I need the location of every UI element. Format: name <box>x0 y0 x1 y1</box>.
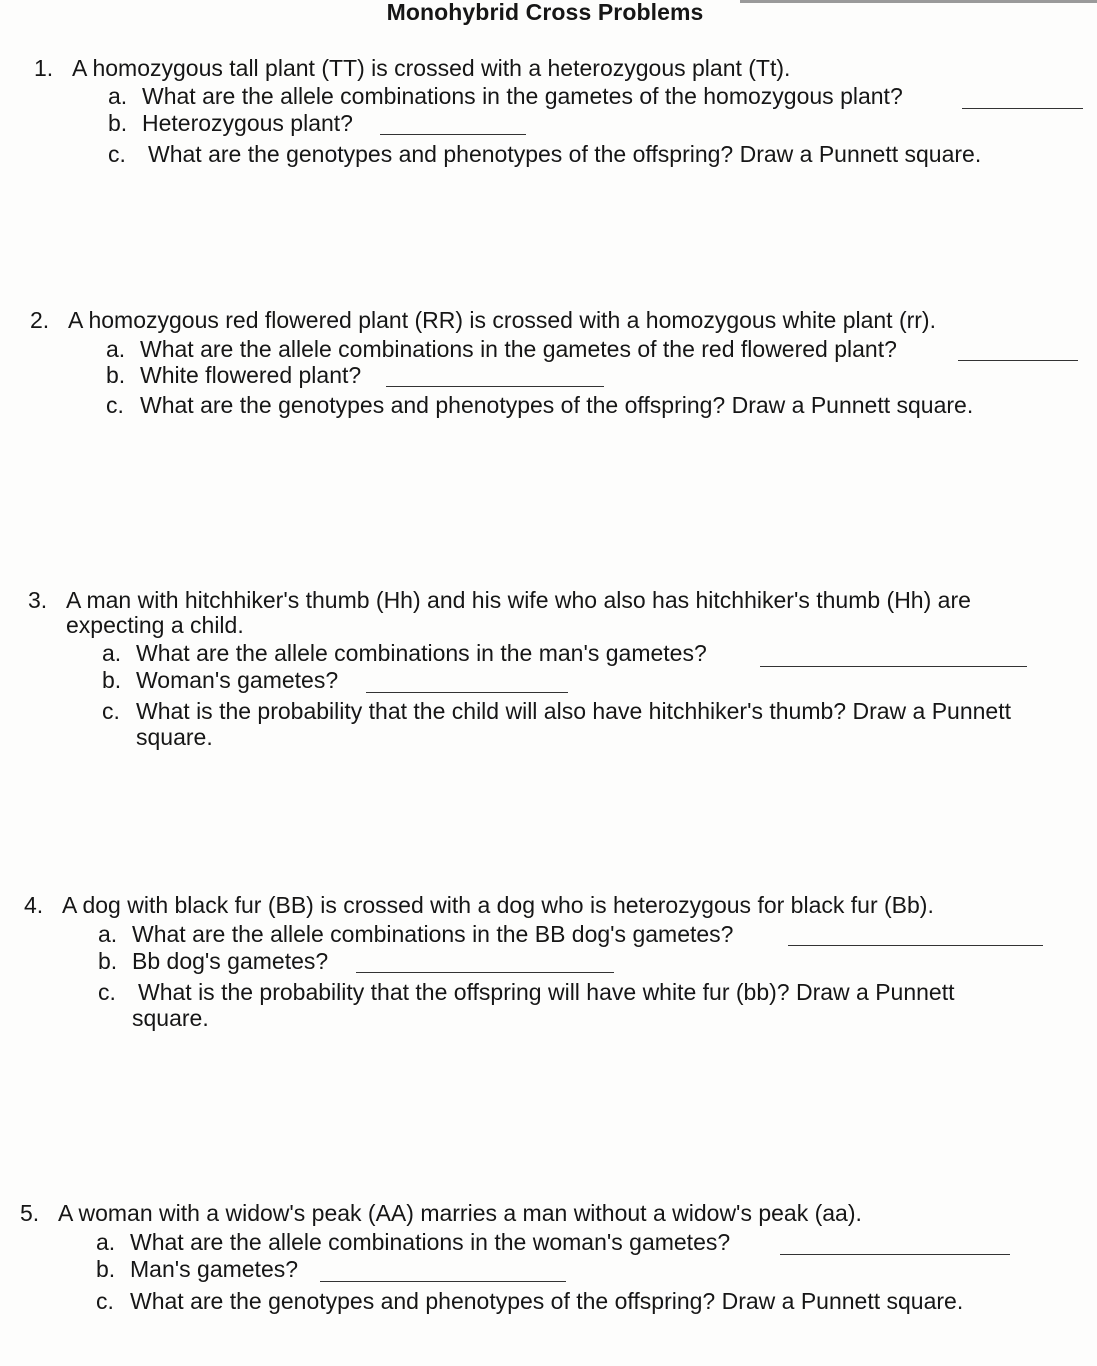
sub-question-text: Man's gametes? <box>130 1256 299 1282</box>
question-text: A dog with black fur (BB) is crossed with a dog who is heterozygous for black fur (Bb). <box>62 892 934 918</box>
problem-question <box>20 1200 862 1226</box>
sub-question-text: What are the allele combinations in the woman's gametes? <box>130 1229 731 1255</box>
answer-blank[interactable] <box>780 1236 1010 1255</box>
sub-question-b: b. Woman's gametes? <box>102 667 339 693</box>
sub-question-text: What is the probability that the offspring will have white fur (bb)? Draw a Punnett <box>138 979 955 1005</box>
sub-question-c: c. What are the genotypes and phenotypes of the offspring? Draw a Punnett square. <box>96 1288 964 1314</box>
sub-question-text: What are the genotypes and phenotypes of the offspring? Draw a Punnett square. <box>148 141 982 167</box>
problem-number: 3. <box>28 587 48 613</box>
sub-question-b: b. Bb dog's gametes? <box>98 948 329 974</box>
answer-blank[interactable] <box>962 90 1083 109</box>
problem-question <box>30 307 936 333</box>
sub-question-a: a. What are the allele combinations in the BB dog's gametes? <box>98 921 734 947</box>
sub-question-b: b. Man's gametes? <box>96 1256 299 1282</box>
sub-question-text-continued: square. <box>136 724 213 750</box>
answer-blank[interactable] <box>760 648 1027 667</box>
sub-question-text: What are the genotypes and phenotypes of the offspring? Draw a Punnett square. <box>140 392 974 418</box>
sub-question-c: c. What is the probability that the offspring will have white fur (bb)? Draw a Punnett <box>98 979 955 1005</box>
sub-question-a: a. What are the allele combinations in the woman's gametes? <box>96 1229 731 1255</box>
question-text: A homozygous tall plant (TT) is crossed with a heterozygous plant (Tt). <box>72 55 791 81</box>
sub-question-text: White flowered plant? <box>140 362 362 388</box>
answer-blank[interactable] <box>386 368 604 387</box>
problem-number: 2. <box>30 307 50 333</box>
answer-blank[interactable] <box>356 954 614 973</box>
question-text: A man with hitchhiker's thumb (Hh) and his wife who also has hitchhiker's thumb (Hh) are <box>66 587 971 613</box>
problem-question <box>24 892 934 918</box>
sub-question-text: What are the allele combinations in the man's gametes? <box>136 640 707 666</box>
sub-question-b: b. White flowered plant? <box>106 362 362 388</box>
problem-number: 1. <box>34 55 54 81</box>
sub-question-b: b. Heterozygous plant? <box>108 110 353 136</box>
sub-question-text-continued: square. <box>132 1005 209 1031</box>
problem-number: 4. <box>24 892 44 918</box>
answer-blank[interactable] <box>366 674 568 693</box>
sub-question-text: What are the genotypes and phenotypes of the offspring? Draw a Punnett square. <box>130 1288 964 1314</box>
sub-question-a: a. What are the allele combinations in the gametes of the homozygous plant? <box>108 83 903 109</box>
sub-question-c: c. What are the genotypes and phenotypes of the offspring? Draw a Punnett square. <box>108 141 982 167</box>
problem-question <box>34 55 790 81</box>
page-title: Monohybrid Cross Problems <box>386 0 704 25</box>
question-text: A woman with a widow's peak (AA) marries a man without a widow's peak (aa). <box>58 1200 862 1226</box>
answer-blank[interactable] <box>788 927 1043 946</box>
question-text-continued: expecting a child. <box>66 612 244 638</box>
sub-question-c: c. What are the genotypes and phenotypes of the offspring? Draw a Punnett square. <box>106 392 974 418</box>
sub-question-text: What are the allele combinations in the gametes of the red flowered plant? <box>140 336 897 362</box>
answer-blank[interactable] <box>958 342 1078 361</box>
sub-question-c: c. What is the probability that the child will also have hitchhiker's thumb? Draw a Punnett <box>102 698 1011 724</box>
sub-question-text: What are the allele combinations in the gametes of the homozygous plant? <box>142 83 903 109</box>
sub-question-text: Bb dog's gametes? <box>132 948 329 974</box>
sub-question-a: a. What are the allele combinations in the man's gametes? <box>102 640 707 666</box>
problem-question <box>28 587 971 613</box>
sub-question-a: a. What are the allele combinations in the gametes of the red flowered plant? <box>106 336 897 362</box>
sub-question-text: What is the probability that the child will also have hitchhiker's thumb? Draw a Punnett <box>136 698 1011 724</box>
question-text: A homozygous red flowered plant (RR) is crossed with a homozygous white plant (rr). <box>68 307 936 333</box>
sub-question-text: What are the allele combinations in the BB dog's gametes? <box>132 921 734 947</box>
sub-question-text: Heterozygous plant? <box>142 110 353 136</box>
answer-blank[interactable] <box>320 1263 566 1282</box>
sub-question-text: Woman's gametes? <box>136 667 339 693</box>
answer-blank[interactable] <box>380 116 526 135</box>
problem-number: 5. <box>20 1200 40 1226</box>
